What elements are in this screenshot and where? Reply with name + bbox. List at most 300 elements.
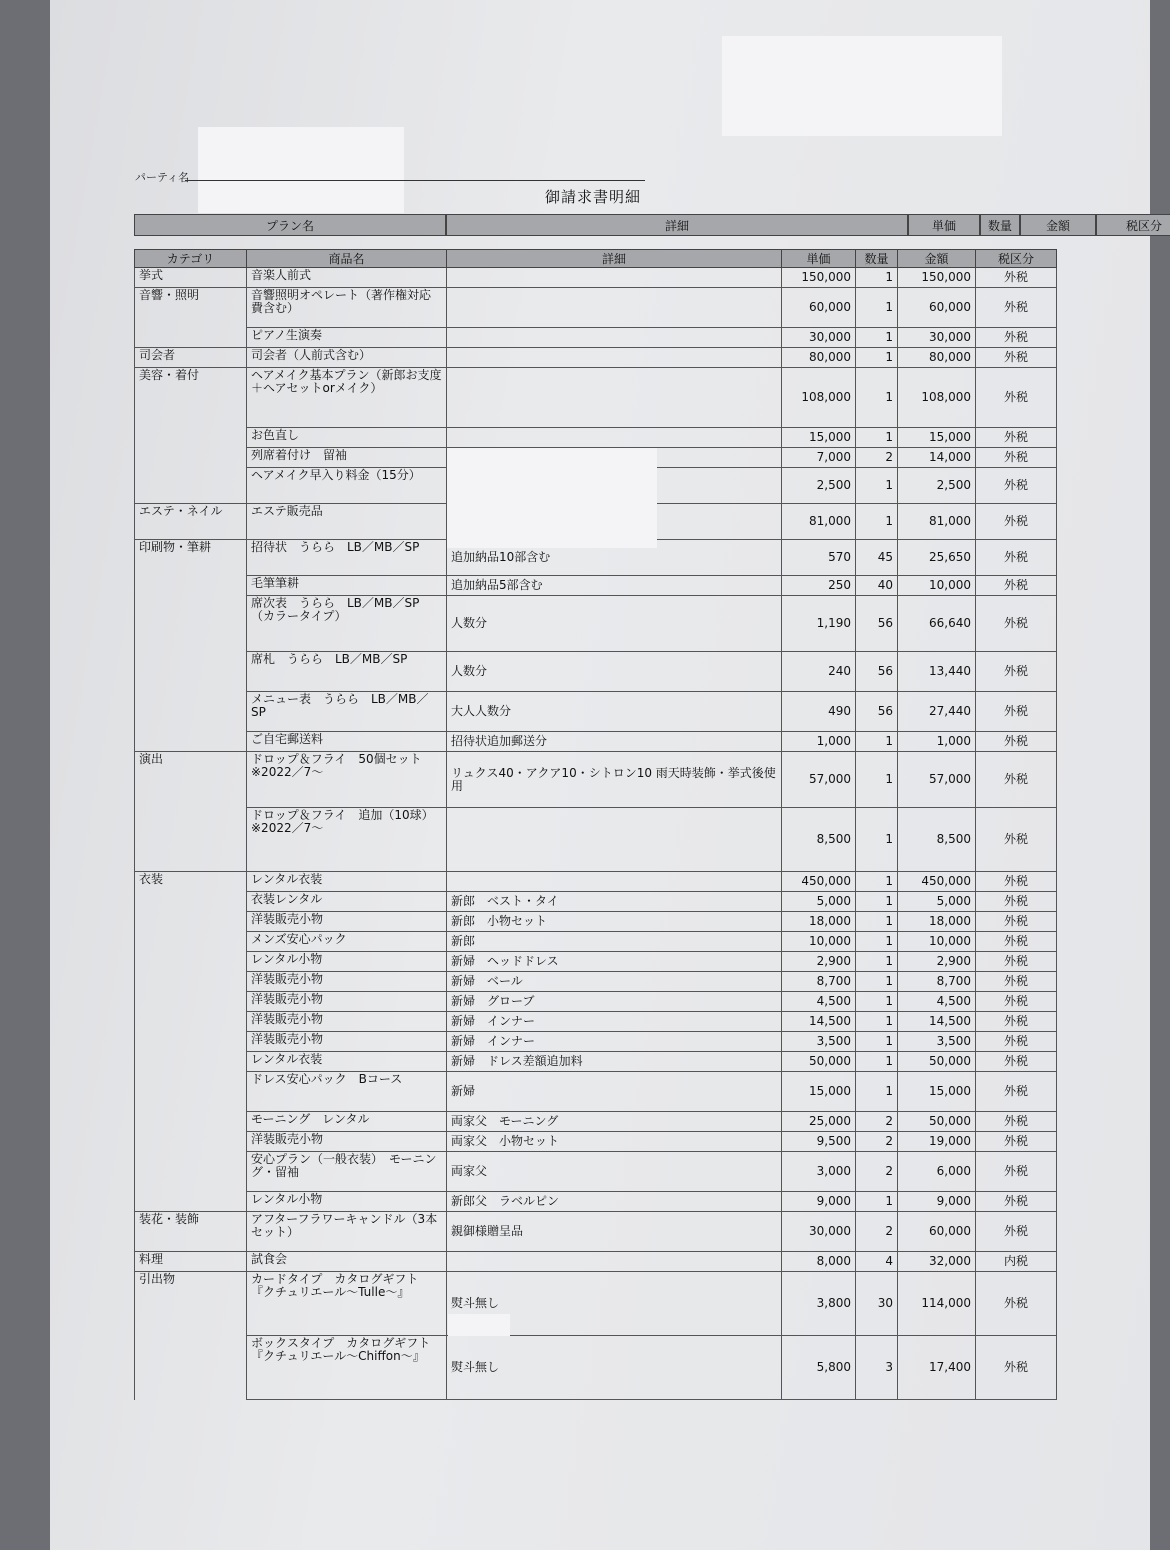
tax-cell: 内税 (976, 1252, 1057, 1272)
detail-cell: 新婦 インナー (447, 1032, 782, 1052)
amount-cell: 81,000 (898, 504, 976, 540)
tax-cell: 外税 (976, 1152, 1057, 1192)
unit-price-cell: 450,000 (782, 872, 856, 892)
unit-price-cell: 1,190 (782, 596, 856, 652)
tax-cell: 外税 (976, 368, 1057, 428)
qty-cell: 1 (856, 1012, 898, 1032)
detail-cell: 追加納品10部含む (447, 540, 782, 576)
amount-cell: 57,000 (898, 752, 976, 808)
plan-detail-header: 詳細 (446, 214, 908, 236)
unit-price-cell: 3,500 (782, 1032, 856, 1052)
amount-cell: 5,000 (898, 892, 976, 912)
category-cell (135, 1152, 247, 1192)
qty-cell: 1 (856, 912, 898, 932)
unit-price-cell: 25,000 (782, 1112, 856, 1132)
qty-cell: 1 (856, 1052, 898, 1072)
unit-price-cell: 2,500 (782, 468, 856, 504)
detail-cell: 追加納品5部含む (447, 576, 782, 596)
unit-price-cell: 5,800 (782, 1336, 856, 1400)
category-cell (135, 912, 247, 932)
item-name-cell: メンズ安心パック (247, 932, 447, 952)
amount-cell: 10,000 (898, 932, 976, 952)
qty-cell: 1 (856, 368, 898, 428)
plan-qty-header: 数量 (980, 214, 1020, 236)
detail-cell (447, 1252, 782, 1272)
item-header: 商品名 (247, 250, 447, 268)
amount-cell: 2,900 (898, 952, 976, 972)
category-cell (135, 932, 247, 952)
category-cell (135, 972, 247, 992)
tax-cell: 外税 (976, 932, 1057, 952)
item-name-cell: レンタル小物 (247, 1192, 447, 1212)
unit-price-cell: 57,000 (782, 752, 856, 808)
qty-header: 数量 (856, 250, 898, 268)
qty-cell: 1 (856, 932, 898, 952)
tax-cell: 外税 (976, 348, 1057, 368)
table-row (135, 1152, 1057, 1192)
qty-cell: 1 (856, 752, 898, 808)
item-name-cell: ご自宅郵送料 (247, 732, 447, 752)
unit-price-cell: 8,500 (782, 808, 856, 872)
detail-cell: 新婦 ベール (447, 972, 782, 992)
qty-cell: 1 (856, 468, 898, 504)
category-cell: 印刷物・筆耕 (135, 540, 247, 576)
amount-cell: 50,000 (898, 1052, 976, 1072)
category-cell (135, 328, 247, 348)
detail-cell: 新郎 小物セット (447, 912, 782, 932)
item-name-cell: 音楽人前式 (247, 268, 447, 288)
qty-cell: 2 (856, 1112, 898, 1132)
category-cell (135, 692, 247, 732)
category-cell (135, 652, 247, 692)
detail-cell: 親御様贈呈品 (447, 1212, 782, 1252)
plan-tax-header: 税区分 (1096, 214, 1170, 236)
qty-cell: 1 (856, 952, 898, 972)
tax-cell: 外税 (976, 1132, 1057, 1152)
table-row (135, 1252, 1057, 1272)
qty-cell: 1 (856, 992, 898, 1012)
table-row (135, 972, 1057, 992)
tax-cell: 外税 (976, 504, 1057, 540)
unit-price-cell: 3,000 (782, 1152, 856, 1192)
item-name-cell: メニュー表 うらら LB／MB／SP (247, 692, 447, 732)
amount-cell: 114,000 (898, 1272, 976, 1336)
item-name-cell: 洋装販売小物 (247, 1012, 447, 1032)
tax-cell: 外税 (976, 1052, 1057, 1072)
detail-cell: 新婦 グローブ (447, 992, 782, 1012)
detail-header-row (135, 250, 1057, 268)
category-cell (135, 732, 247, 752)
detail-cell: 新婦 ヘッドドレス (447, 952, 782, 972)
category-cell (135, 1132, 247, 1152)
unit-price-cell: 81,000 (782, 504, 856, 540)
tax-cell: 外税 (976, 288, 1057, 328)
amount-cell: 8,700 (898, 972, 976, 992)
amount-header: 金額 (898, 250, 976, 268)
detail-cell: 人数分 (447, 652, 782, 692)
category-cell (135, 808, 247, 872)
unit-price-cell: 7,000 (782, 448, 856, 468)
amount-cell: 60,000 (898, 1212, 976, 1252)
category-cell: 挙式 (135, 268, 247, 288)
unit-price-cell: 9,000 (782, 1192, 856, 1212)
tax-cell: 外税 (976, 808, 1057, 872)
unit-price-cell: 15,000 (782, 1072, 856, 1112)
item-name-cell: レンタル衣装 (247, 872, 447, 892)
detail-cell (447, 808, 782, 872)
table-row (135, 652, 1057, 692)
detail-cell: リュクス40・アクア10・シトロン10 雨天時装飾・挙式後使用 (447, 752, 782, 808)
qty-cell: 1 (856, 872, 898, 892)
redacted-block (722, 36, 1002, 136)
table-row (135, 1012, 1057, 1032)
item-name-cell: 洋装販売小物 (247, 1132, 447, 1152)
amount-cell: 10,000 (898, 576, 976, 596)
category-cell (135, 468, 247, 504)
party-name-label: パーティ名 (135, 171, 190, 184)
detail-cell: 新婦 ドレス差額追加料 (447, 1052, 782, 1072)
table-row (135, 328, 1057, 348)
amount-cell: 2,500 (898, 468, 976, 504)
category-cell: 料理 (135, 1252, 247, 1272)
detail-cell (447, 268, 782, 288)
unit-price-cell: 80,000 (782, 348, 856, 368)
detail-cell (447, 288, 782, 328)
detail-cell (447, 428, 782, 448)
unit-price-header: 単価 (782, 250, 856, 268)
item-name-cell: 毛筆筆耕 (247, 576, 447, 596)
detail-cell (447, 348, 782, 368)
plan-amount-header: 金額 (1020, 214, 1096, 236)
tax-cell: 外税 (976, 652, 1057, 692)
item-name-cell: カードタイプ カタログギフト『クチュリエール〜Tulle〜』 (247, 1272, 447, 1336)
redacted-block (448, 1314, 510, 1336)
item-name-cell: 列席着付け 留袖 (247, 448, 447, 468)
detail-cell: 両家父 (447, 1152, 782, 1192)
tax-cell: 外税 (976, 1012, 1057, 1032)
plan-name-header: プラン名 (134, 214, 446, 236)
item-name-cell: 洋装販売小物 (247, 992, 447, 1012)
detail-cell: 新郎 (447, 932, 782, 952)
qty-cell: 56 (856, 652, 898, 692)
tax-cell: 外税 (976, 468, 1057, 504)
qty-cell: 1 (856, 732, 898, 752)
table-row (135, 808, 1057, 872)
unit-price-cell: 570 (782, 540, 856, 576)
item-name-cell: 安心プラン（一般衣装） モーニング・留袖 (247, 1152, 447, 1192)
category-cell: 衣装 (135, 872, 247, 892)
tax-cell: 外税 (976, 1212, 1057, 1252)
item-name-cell: 席次表 うらら LB／MB／SP（カラータイプ） (247, 596, 447, 652)
category-cell: 司会者 (135, 348, 247, 368)
qty-cell: 1 (856, 504, 898, 540)
qty-cell: 1 (856, 348, 898, 368)
unit-price-cell: 10,000 (782, 932, 856, 952)
qty-cell: 2 (856, 1152, 898, 1192)
table-row (135, 1072, 1057, 1112)
qty-cell: 1 (856, 808, 898, 872)
item-name-cell: 洋装販売小物 (247, 1032, 447, 1052)
amount-cell: 19,000 (898, 1132, 976, 1152)
category-cell (135, 576, 247, 596)
item-name-cell: 招待状 うらら LB／MB／SP (247, 540, 447, 576)
unit-price-cell: 490 (782, 692, 856, 732)
amount-cell: 17,400 (898, 1336, 976, 1400)
detail-table (134, 249, 1057, 1400)
table-row (135, 288, 1057, 328)
detail-cell: 新郎父 ラベルピン (447, 1192, 782, 1212)
tax-cell: 外税 (976, 268, 1057, 288)
table-row (135, 428, 1057, 448)
unit-price-cell: 2,900 (782, 952, 856, 972)
qty-cell: 1 (856, 972, 898, 992)
amount-cell: 150,000 (898, 268, 976, 288)
tax-cell: 外税 (976, 1032, 1057, 1052)
tax-cell: 外税 (976, 1072, 1057, 1112)
item-name-cell: 試食会 (247, 1252, 447, 1272)
table-row (135, 1132, 1057, 1152)
category-cell: 音響・照明 (135, 288, 247, 328)
plan-header-row (134, 214, 1162, 236)
table-row (135, 1112, 1057, 1132)
tax-cell: 外税 (976, 448, 1057, 468)
detail-cell: 熨斗無し (447, 1336, 782, 1400)
qty-cell: 2 (856, 1132, 898, 1152)
table-row (135, 952, 1057, 972)
item-name-cell: 洋装販売小物 (247, 972, 447, 992)
amount-cell: 4,500 (898, 992, 976, 1012)
table-row (135, 1336, 1057, 1400)
item-name-cell: 洋装販売小物 (247, 912, 447, 932)
category-cell (135, 1052, 247, 1072)
qty-cell: 3 (856, 1336, 898, 1400)
category-cell: 美容・着付 (135, 368, 247, 428)
unit-price-cell: 3,800 (782, 1272, 856, 1336)
table-row (135, 992, 1057, 1012)
redacted-block (447, 448, 657, 548)
amount-cell: 6,000 (898, 1152, 976, 1192)
table-row (135, 368, 1057, 428)
tax-cell: 外税 (976, 1336, 1057, 1400)
unit-price-cell: 108,000 (782, 368, 856, 428)
amount-cell: 13,440 (898, 652, 976, 692)
amount-cell: 80,000 (898, 348, 976, 368)
tax-cell: 外税 (976, 428, 1057, 448)
amount-cell: 66,640 (898, 596, 976, 652)
detail-header: 詳細 (447, 250, 782, 268)
amount-cell: 3,500 (898, 1032, 976, 1052)
tax-cell: 外税 (976, 576, 1057, 596)
qty-cell: 56 (856, 596, 898, 652)
plan-unit-price-header: 単価 (908, 214, 980, 236)
amount-cell: 108,000 (898, 368, 976, 428)
table-row (135, 692, 1057, 732)
table-row (135, 892, 1057, 912)
category-cell (135, 1032, 247, 1052)
qty-cell: 1 (856, 288, 898, 328)
qty-cell: 1 (856, 1032, 898, 1052)
item-name-cell: ドロップ＆フライ 追加（10球） ※2022／7〜 (247, 808, 447, 872)
amount-cell: 1,000 (898, 732, 976, 752)
item-name-cell: 席札 うらら LB／MB／SP (247, 652, 447, 692)
category-cell: 装花・装飾 (135, 1212, 247, 1252)
unit-price-cell: 4,500 (782, 992, 856, 1012)
category-cell (135, 992, 247, 1012)
amount-cell: 14,000 (898, 448, 976, 468)
category-cell (135, 952, 247, 972)
tax-cell: 外税 (976, 992, 1057, 1012)
table-row (135, 576, 1057, 596)
category-cell (135, 892, 247, 912)
qty-cell: 30 (856, 1272, 898, 1336)
item-name-cell: ドロップ＆フライ 50個セット ※2022／7〜 (247, 752, 447, 808)
qty-cell: 4 (856, 1252, 898, 1272)
tax-cell: 外税 (976, 692, 1057, 732)
tax-cell: 外税 (976, 540, 1057, 576)
detail-cell: 新郎 ベスト・タイ (447, 892, 782, 912)
amount-cell: 9,000 (898, 1192, 976, 1212)
category-cell (135, 1012, 247, 1032)
item-name-cell: ピアノ生演奏 (247, 328, 447, 348)
item-name-cell: 衣装レンタル (247, 892, 447, 912)
unit-price-cell: 15,000 (782, 428, 856, 448)
table-row (135, 1052, 1057, 1072)
detail-cell (447, 872, 782, 892)
unit-price-cell: 1,000 (782, 732, 856, 752)
table-row (135, 1272, 1057, 1336)
tax-cell: 外税 (976, 892, 1057, 912)
unit-price-cell: 5,000 (782, 892, 856, 912)
qty-cell: 1 (856, 1072, 898, 1112)
item-name-cell: 音響照明オペレート（著作権対応費含む） (247, 288, 447, 328)
tax-cell: 外税 (976, 1112, 1057, 1132)
table-row (135, 1212, 1057, 1252)
item-name-cell: ヘアメイク基本プラン（新郎お支度＋ヘアセットorメイク） (247, 368, 447, 428)
item-name-cell: モーニング レンタル (247, 1112, 447, 1132)
tax-cell: 外税 (976, 872, 1057, 892)
qty-cell: 56 (856, 692, 898, 732)
detail-cell: 熨斗無し (447, 1272, 782, 1336)
category-cell (135, 1072, 247, 1112)
unit-price-cell: 250 (782, 576, 856, 596)
amount-cell: 30,000 (898, 328, 976, 348)
category-cell: 引出物 (135, 1272, 247, 1336)
category-cell (135, 448, 247, 468)
item-name-cell: エステ販売品 (247, 504, 447, 540)
unit-price-cell: 8,700 (782, 972, 856, 992)
amount-cell: 60,000 (898, 288, 976, 328)
table-row (135, 872, 1057, 892)
tax-cell: 外税 (976, 1192, 1057, 1212)
qty-cell: 1 (856, 892, 898, 912)
tax-cell: 外税 (976, 732, 1057, 752)
table-row (135, 268, 1057, 288)
item-name-cell: レンタル小物 (247, 952, 447, 972)
tax-cell: 外税 (976, 912, 1057, 932)
category-cell: 演出 (135, 752, 247, 808)
table-row (135, 1192, 1057, 1212)
unit-price-cell: 50,000 (782, 1052, 856, 1072)
amount-cell: 18,000 (898, 912, 976, 932)
detail-cell (447, 368, 782, 428)
detail-cell: 人数分 (447, 596, 782, 652)
table-row (135, 912, 1057, 932)
qty-cell: 2 (856, 1212, 898, 1252)
category-cell (135, 1192, 247, 1212)
amount-cell: 25,650 (898, 540, 976, 576)
tax-cell: 外税 (976, 752, 1057, 808)
item-name-cell: お色直し (247, 428, 447, 448)
amount-cell: 15,000 (898, 1072, 976, 1112)
table-row (135, 932, 1057, 952)
item-name-cell: 司会者（人前式含む） (247, 348, 447, 368)
detail-cell: 新婦 インナー (447, 1012, 782, 1032)
unit-price-cell: 30,000 (782, 1212, 856, 1252)
tax-cell: 外税 (976, 596, 1057, 652)
unit-price-cell: 8,000 (782, 1252, 856, 1272)
amount-cell: 32,000 (898, 1252, 976, 1272)
qty-cell: 2 (856, 448, 898, 468)
amount-cell: 8,500 (898, 808, 976, 872)
item-name-cell: ドレス安心パック Bコース (247, 1072, 447, 1112)
qty-cell: 40 (856, 576, 898, 596)
tax-cell: 外税 (976, 972, 1057, 992)
detail-cell (447, 328, 782, 348)
redacted-block (198, 127, 404, 213)
item-name-cell: レンタル衣装 (247, 1052, 447, 1072)
tax-cell: 外税 (976, 1272, 1057, 1336)
category-cell (135, 1112, 247, 1132)
amount-cell: 14,500 (898, 1012, 976, 1032)
amount-cell: 27,440 (898, 692, 976, 732)
detail-cell: 大人人数分 (447, 692, 782, 732)
detail-cell: 招待状追加郵送分 (447, 732, 782, 752)
unit-price-cell: 150,000 (782, 268, 856, 288)
unit-price-cell: 240 (782, 652, 856, 692)
qty-cell: 1 (856, 268, 898, 288)
party-name-underline (185, 180, 645, 181)
qty-cell: 1 (856, 1192, 898, 1212)
unit-price-cell: 9,500 (782, 1132, 856, 1152)
tax-cell: 外税 (976, 952, 1057, 972)
item-name-cell: ボックスタイプ カタログギフト『クチュリエール〜Chiffon〜』 (247, 1336, 447, 1400)
amount-cell: 50,000 (898, 1112, 976, 1132)
detail-cell: 新婦 (447, 1072, 782, 1112)
category-cell (135, 1336, 247, 1400)
detail-cell: 両家父 小物セット (447, 1132, 782, 1152)
table-row (135, 596, 1057, 652)
tax-cell: 外税 (976, 328, 1057, 348)
amount-cell: 15,000 (898, 428, 976, 448)
category-header: カテゴリ (135, 250, 247, 268)
item-name-cell: アフターフラワーキャンドル（3本セット） (247, 1212, 447, 1252)
category-cell: エステ・ネイル (135, 504, 247, 540)
category-cell (135, 596, 247, 652)
table-row (135, 752, 1057, 808)
table-row (135, 348, 1057, 368)
category-cell (135, 428, 247, 448)
unit-price-cell: 18,000 (782, 912, 856, 932)
table-row (135, 1032, 1057, 1052)
unit-price-cell: 14,500 (782, 1012, 856, 1032)
table-row (135, 732, 1057, 752)
qty-cell: 1 (856, 428, 898, 448)
qty-cell: 1 (856, 328, 898, 348)
unit-price-cell: 60,000 (782, 288, 856, 328)
amount-cell: 450,000 (898, 872, 976, 892)
page-title: 御請求書明細 (545, 188, 642, 206)
tax-header: 税区分 (976, 250, 1057, 268)
